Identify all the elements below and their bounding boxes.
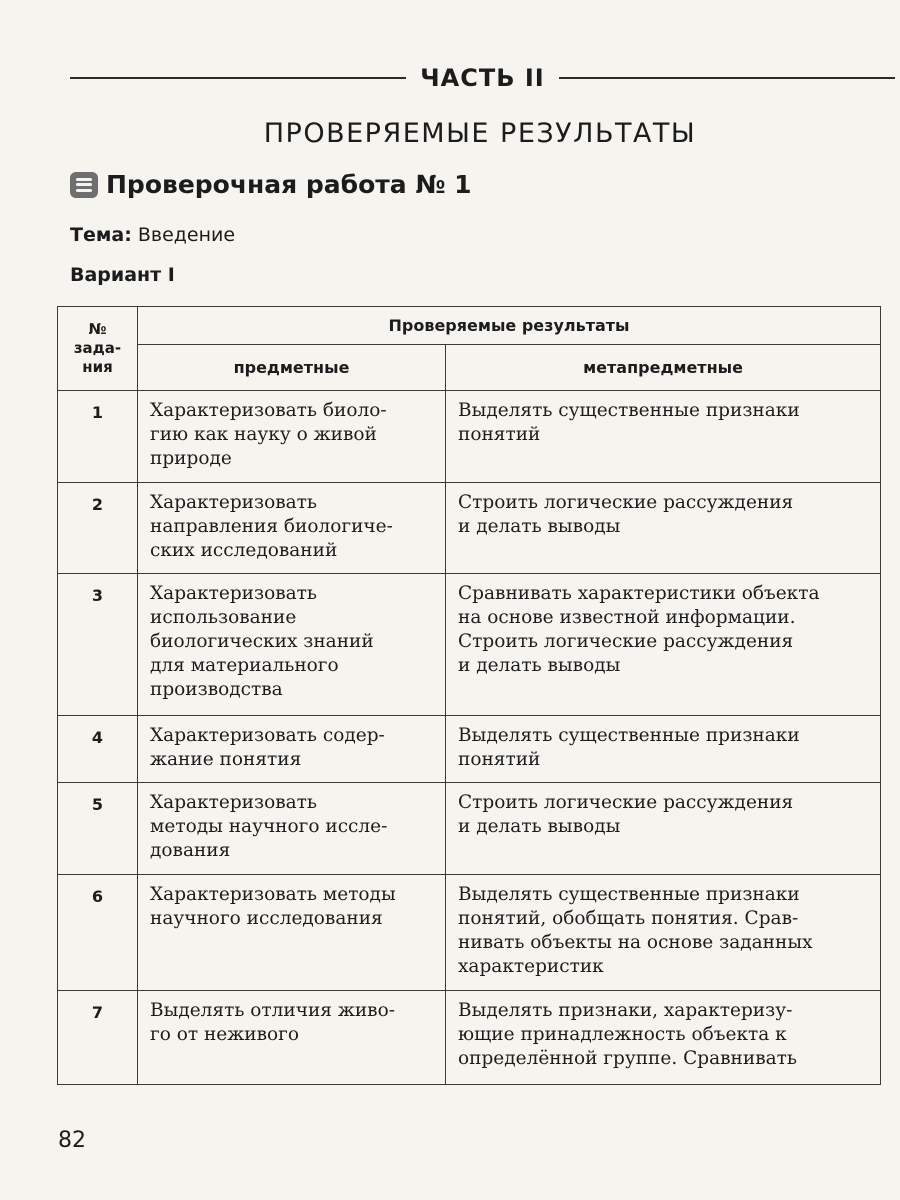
task-number: 4 — [58, 716, 138, 783]
subject-result: Характеризовать использование биологических знаний для материального производства — [138, 574, 446, 716]
results-table — [57, 306, 881, 1085]
topic-value: Введение — [137, 224, 236, 246]
meta-result: Выделять признаки, характеризу- ющие принадлежность объекта к определённой группе. Сравнивать — [446, 991, 881, 1085]
table-row — [58, 483, 881, 574]
subject-result: Выделять отличия живо- го от неживого — [138, 991, 446, 1085]
subject-result: Характеризовать направления биологиче- ских исследований — [138, 483, 446, 574]
table-row — [58, 875, 881, 991]
subject-result: Характеризовать биоло- гию как науку о живой природе — [138, 391, 446, 483]
subject-result: Характеризовать методы научного исследования — [138, 875, 446, 991]
meta-result: Выделять существенные признаки понятий — [446, 391, 881, 483]
work-title: Проверочная работа № 1 — [106, 170, 472, 199]
meta-result: Сравнивать характеристики объекта на основе известной информации. Строить логические рассуждения и делать выводы — [446, 574, 881, 716]
task-number: 7 — [58, 991, 138, 1085]
page-number: 82 — [58, 1128, 86, 1153]
header-results: Проверяемые результаты — [138, 307, 881, 345]
task-number: 3 — [58, 574, 138, 716]
table-row — [58, 391, 881, 483]
part-label: ЧАСТЬ II — [420, 64, 545, 92]
subject-result: Характеризовать содер- жание понятия — [138, 716, 446, 783]
work-heading — [70, 170, 472, 199]
header-meta: метапредметные — [446, 345, 881, 391]
task-number: 5 — [58, 783, 138, 875]
task-number: 1 — [58, 391, 138, 483]
meta-result: Выделять существенные признаки понятий, обобщать понятия. Срав- нивать объекты на основе заданных характеристик — [446, 875, 881, 991]
table-row — [58, 783, 881, 875]
part-header — [70, 60, 895, 96]
variant-label: Вариант I — [70, 264, 175, 286]
table-row — [58, 991, 881, 1085]
task-number: 2 — [58, 483, 138, 574]
header-rule-right — [559, 77, 895, 79]
topic-line — [70, 224, 235, 246]
task-number: 6 — [58, 875, 138, 991]
header-task-number: № зада- ния — [58, 307, 138, 391]
header-rule-left — [70, 77, 406, 79]
meta-result: Выделять существенные признаки понятий — [446, 716, 881, 783]
meta-result: Строить логические рассуждения и делать выводы — [446, 483, 881, 574]
topic-label: Тема: — [70, 224, 132, 246]
table-row — [58, 716, 881, 783]
list-icon — [70, 172, 98, 198]
section-title: ПРОВЕРЯЕМЫЕ РЕЗУЛЬТАТЫ — [263, 118, 697, 149]
subject-result: Характеризовать методы научного иссле- дования — [138, 783, 446, 875]
meta-result: Строить логические рассуждения и делать выводы — [446, 783, 881, 875]
table-row — [58, 574, 881, 716]
header-subject: предметные — [138, 345, 446, 391]
